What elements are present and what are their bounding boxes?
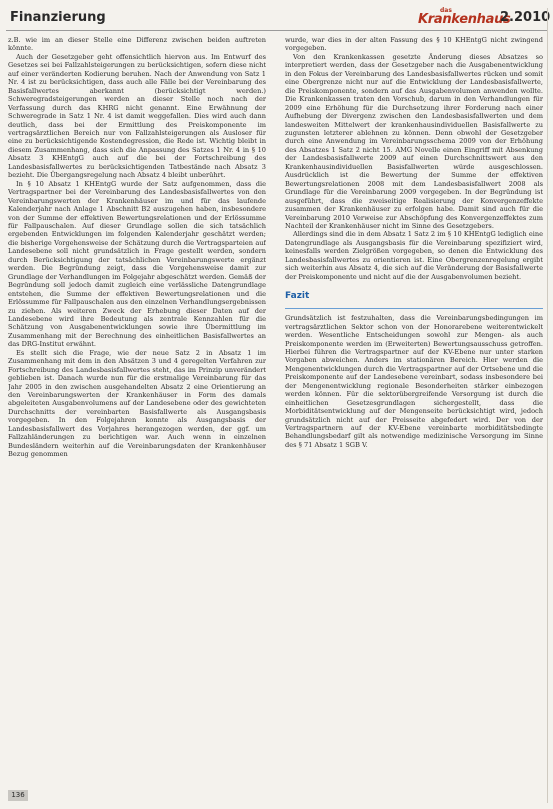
paragraph: Auch der Gesetzgeber geht offensichtlich hiervon aus. Im Entwurf des Gesetzes sei bei Fallzahlsteigerungen zu berücksichtigen, sofern diese nicht auf einer veränderten Kodierung beruhen. Nach der Anwendung von Satz 1 Nr. 4 ist zu berücksichtigen, dass auch alle Fälle bei der Vereinbarung des Basisfallwertes aberkannt (berücksichtigt werden.) Schweregradsteigerungen werden an dieser Stelle noch nach der Verfassung durch das KHRG nicht genannt. Eine Erwähnung der Schweregrade in Satz 1 Nr. 4 ist damit weggefallen. Dies wird auch dann deutlich, dass bei der Ermittlung des Preiskomponente im vertragsärztlichen Bereich nur von Fallzahlsteigerungen als Ausloser für eine zu berücksichtigende Kostendegression, die Rede ist. Wichtig bleibt in diesem Zusammenhang, dass sich die Anpassung des Satzes 1 Nr. 4 in § 10 Absatz 3 KHEntgG auch auf die bei der Fortschreibung des Landesbasisfallwertes zu berücksichtigenden Tatbestände nach Absatz 3 bezieht. Die Übergangsregelung nach Absatz 4 bleibt unberührt.	[8, 52, 266, 180]
section-label: Finanzierung	[10, 10, 106, 25]
page-edge-line	[547, 8, 548, 803]
logo-text: Krankenhaus	[418, 12, 511, 27]
left-column	[8, 36, 266, 788]
logo-small-text: das	[440, 7, 452, 14]
paragraph: In § 10 Absatz 1 KHEntgG wurde der Satz aufgenommen, dass die Vertragspartner bei der Vereinbarung des Landesbasisfallwertes von den Vereinbarungswerten der Krankenhäuser im und für das laufende Kalenderjahr nach Anlage 1 Abschnitt B2 auszugehen haben, insbesondere von der Summe der effektiven Bewertungsrelationen und der Erlössumme für Fallpauschalen. Auf dieser Grundlage sollen die sich tatsächlich ergebenden Entwicklungen im folgenden Kalenderjahr geschätzt werden; die bisherige Vorgehensweise der Schätzung durch die Vertragsparteien auf Landesebene soll nicht grundsätzlich in Frage gestellt werden, sondern durch Berücksichtigung der tatsächlichen Vereinbarungswerte ergänzt werden. Die Begründung zeigt, dass die Vorgehensweise damit zur Grundlage der Verhandlungen im Folgejahr abgeschätzt werden. Gemäß der Begründung soll jedoch damit zugleich eine verlässliche Datengrundlage entstehen, die Summe der effektiven Bewertungsrelationen und die Erlössumme für Fallpauschalen aus den einzelnen Verhandlungsergebnissen zu ziehen. Als weiteren Zweck der Erhebung dieser Daten auf der Landesebene wird ihre Bedeutung als zentrale Kennzahlen für die Schätzung von Ausgabenentwicklungen sowie ihre Übermittlung im Zusammenhang mit der Berechnung des einheitlichen Basisfallwertes an das DRG-Institut erwähnt.	[8, 179, 266, 349]
paragraph: Es stellt sich die Frage, wie der neue Satz 2 in Absatz 1 im Zusammenhang mit dem in den Absätzen 3 und 4 geregelten Verfahren zur Fortschreibung des Landesbasisfallwertes steht, das im Prinzip unverändert geblieben ist. Danach wurde nun für die erstmalige Vereinbarung für das Jahr 2005 in den zwischen ausgehandelten Absatz 2 eine Orientierung an den Vereinbarungswerten der Krankenhäuser in Form des damals abgeleiteten Ausgabenvolumens auf der Landesebene oder des gewichteten Durchschnitts der vereinbarten Basisfallwerte als Ausgangsbasis vorgegeben. In den Folgejahren konnte als Ausgangsbasis der Landesbasisfallwert des Vorjahres herangezogen werden, der ggf. um Fallzahländerungen zu berichtigen war. Auch wenn in einzelnen Bundesländern weiterhin auf die Vereinbarungsdaten der Krankenhäuser Bezug genommen	[8, 348, 266, 459]
paragraph: z.B. wie im an dieser Stelle eine Differenz zwischen beiden auftreten könnte.	[8, 36, 266, 53]
journal-logo	[414, 7, 511, 29]
paragraph: wurde, war dies in der alten Fassung des § 10 KHEntgG nicht zwingend vorgegeben.	[285, 36, 543, 53]
issue-number: 2.2010	[500, 10, 551, 25]
section-rule	[285, 308, 543, 309]
right-column	[285, 36, 543, 788]
section-heading: Fazit	[285, 291, 310, 302]
page-number: 136	[8, 790, 28, 801]
paragraph: Allerdings sind die in dem Absatz 1 Satz 2 im § 10 KHEntgG lediglich eine Datengrundlage als Ausgangsbasis für die Vereinbarung spezifiziert wird, keinesfalls werden Zielgrößen vorgegeben, so denen die Entwicklung des Landesbasisfallwertes zu orientieren ist. Eine Obergrenzenregelung ergibt sich weiterhin aus Absatz 4, die sich auf die Veränderung der Basisfallwerte der Preiskomponente und nicht auf die der Ausgabenvolumen bezieht.	[285, 230, 543, 281]
page-header	[6, 6, 551, 30]
paragraph: Grundsätzlich ist festzuhalten, dass die Vereinbarungsbedingungen im vertragsärztlichen Sektor schon von der Honorarebene weiterentwickelt werden. Wesentliche Entscheidungen sowohl zur Mengen- als auch Preiskomponente werden im (Erweiterten) Bewertungsausschuss getroffen. Hierbei führen die Vertragspartner auf der KV-Ebene nur unter starken Vorgaben abweichen. Anders im stationären Bereich. Hier werden die Mengenentwicklungen durch die Vertragspartner auf der Ortsebene und die Preiskomponente auf der Landesebene vereinbart, sodass insbesondere bei der Mengenentwicklung regionale Besonderheiten stärker einbezogen werden können. Für die sektorübergreifende Versorgung ist durch die einheitlichen Gesetzesgrundlagen sichergestellt, dass die Morbiditätsentwicklung auf der Mengenseite berücksichtigt wird, jedoch grundsätzlich nicht auf der Preisseite abgefedert wird. Der von der Vertragspartnern auf der KV-Ebene vereinbarte morbiditätsbedingte Behandlungsbedarf gilt als notwendige medizinische Versorgung im Sinne des § 71 Absatz 1 SGB V.	[285, 314, 543, 449]
paragraph: Von den Krankenkassen gesetzte Änderung dieses Absatzes so interpretiert werden, dass der Gesetzgeber nach die Ausgabenentwicklung in den Fokus der Vereinbarung des Landesbasisfallwertes rücken und somit eine Obergrenze nicht nur auf die Entwicklung der Landesbasisfallwerte, die Preiskomponente, sondern auf das Ausgabenvolumen anwenden wollte. Die Krankenkassen traten den Vorschub, darum in den Verhandlungen für 2009 eine Erhöhung für die Durchsetzung ihrer Forderung nach einer Aufhebung der Divergenz zwischen den Landesbasisfallwerten und dem landesweiten Mittelwert der krankenhausindividuellen Basisfallwerte zu zugunsten letzterer ablehnen zu können. Denn obwohl der Gesetzgeber durch eine Anwendung im Vereinbarungsschema 2009 von der Erhöhung des Absatzes 1 Satz 2 nicht 15. AMG Novelle einen Eingriff mit Absenkung der Landesbasisfallwerte 2009 auf einen Durchschnittswert aus den Krankenhausindividuellen Basisfallwerten würde ausgeschlossen. Ausdrücklich ist die Bewertung der Summe der effektiven Bewertungsrelationen 2008 mit dem Landesbasisfallwert 2008 als Grundlage für die Vereinbarung 2009 vorgegeben. In der Begründung ist ausgeführt, dass die zweiseitige Realisierung der Konvergenzeffekte zusammen der Krankenhäuser zu erfolgen habe. Damit sind auch für die Vereinbarung 2010 Verweise zur Abschöpfung des Konvergenzeffektes zum Nachteil der Krankenhäuser nicht im Sinne des Gesetzgebers.	[285, 52, 543, 230]
header-rule	[6, 30, 547, 31]
